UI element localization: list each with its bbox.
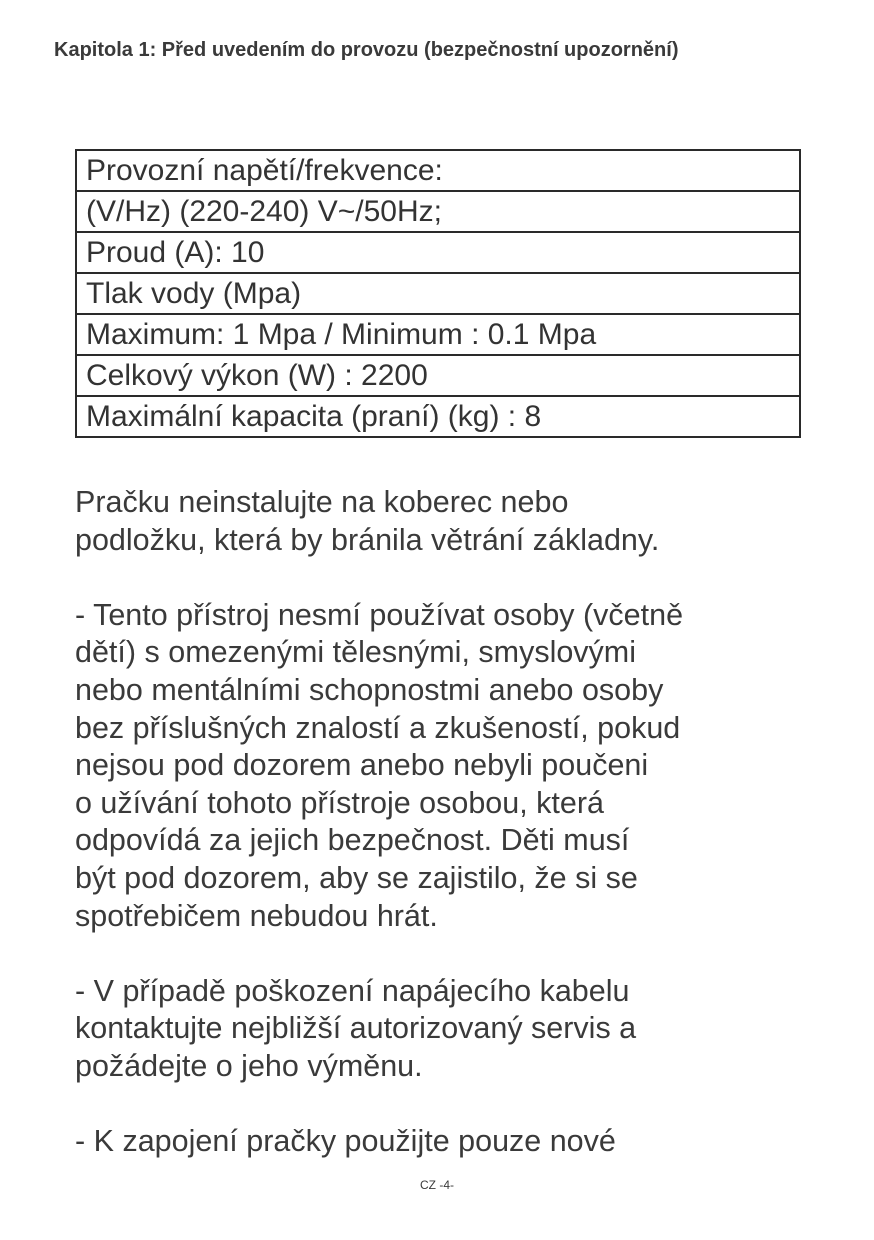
table-row (76, 191, 800, 232)
paragraph-user-restrictions: - Tento přístroj nesmí používat osoby (včetně dětí) s omezenými tělesnými, smyslovými nebo mentálními schopnostmi anebo osoby bez příslušných znalostí a zkušeností, pokud nejsou pod dozorem anebo nebyli poučeni o užívání tohoto přístroje osobou, která odpovídá za jejich bezpečnost. Děti musí být pod dozorem, aby se zajistilo, že si se spotřebičem nebudou hrát. (75, 597, 684, 933)
safety-instructions (75, 484, 815, 1198)
table-row (76, 232, 800, 273)
spec-total-power: Celkový výkon (W) : 2200 (76, 355, 800, 396)
spec-voltage-frequency-value: (V/Hz) (220-240) V~/50Hz; (76, 191, 800, 232)
chapter-heading: Kapitola 1: Před uvedením do provozu (bezpečnostní upozornění) (54, 39, 679, 61)
table-row (76, 273, 800, 314)
spec-table (75, 149, 801, 438)
spec-voltage-frequency-label: Provozní napětí/frekvence: (76, 150, 800, 191)
paragraph-carpet-warning: Pračku neinstalujte na koberec nebo podložku, která by bránila větrání základny. (75, 485, 660, 557)
page-number: CZ -4- (420, 1178, 454, 1192)
spec-max-capacity: Maximální kapacita (praní) (kg) : 8 (76, 396, 800, 437)
table-row (76, 314, 800, 355)
spec-current: Proud (A): 10 (76, 232, 800, 273)
paragraph-cable-damage: - V případě poškození napájecího kabelu kontaktujte nejbližší autorizovaný servis a požádejte o jeho výměnu. (75, 973, 637, 1083)
table-row (76, 355, 800, 396)
spec-water-pressure-label: Tlak vody (Mpa) (76, 273, 800, 314)
table-row (76, 150, 800, 191)
paragraph-hose-connection: - K zapojení pračky použijte pouze nové (75, 1124, 616, 1159)
table-row (76, 396, 800, 437)
spec-water-pressure-range: Maximum: 1 Mpa / Minimum : 0.1 Mpa (76, 314, 800, 355)
